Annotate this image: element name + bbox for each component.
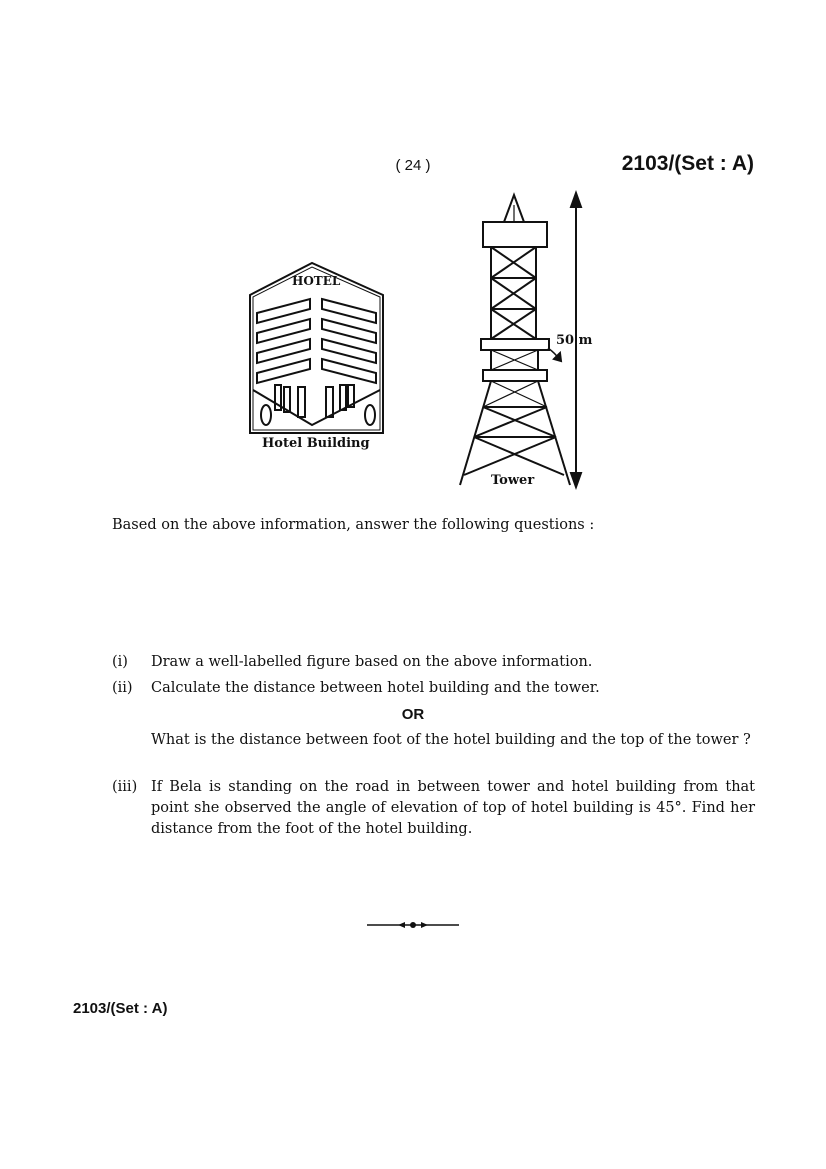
- question-number-iii: (iii): [112, 779, 138, 795]
- hotel-tower-figure: [240, 185, 600, 495]
- question-text-ii-alternative: What is the distance between foot of the hotel building and the top of the tower ?: [151, 732, 751, 748]
- or-separator: OR: [401, 706, 425, 723]
- paper-code-footer: 2103/(Set : A): [73, 1000, 168, 1017]
- intro-text: Based on the above information, answer the following questions :: [112, 517, 595, 533]
- paper-code-header: 2103/(Set : A): [621, 152, 754, 175]
- question-number-i: (i): [112, 654, 128, 670]
- hotel-building-drawing: [250, 263, 383, 433]
- tower-caption: Tower: [491, 473, 535, 488]
- question-number-ii: (ii): [112, 680, 133, 696]
- question-text-ii: Calculate the distance between hotel building and the tower.: [151, 680, 600, 696]
- question-text-i: Draw a well-labelled figure based on the above information.: [151, 654, 593, 670]
- end-ornament: [365, 918, 461, 932]
- question-text-iii: If Bela is standing on the road in between tower and hotel building from that point she observed the angle of elevation of top of hotel building is 45°. Find her distance from the foot of the hotel building.: [151, 779, 755, 837]
- hotel-caption: Hotel Building: [262, 436, 370, 451]
- hotel-sign: HOTEL: [292, 274, 341, 288]
- page-number: ( 24 ): [395, 157, 431, 174]
- tower-drawing: [460, 195, 570, 485]
- height-label: 50 m: [556, 333, 593, 348]
